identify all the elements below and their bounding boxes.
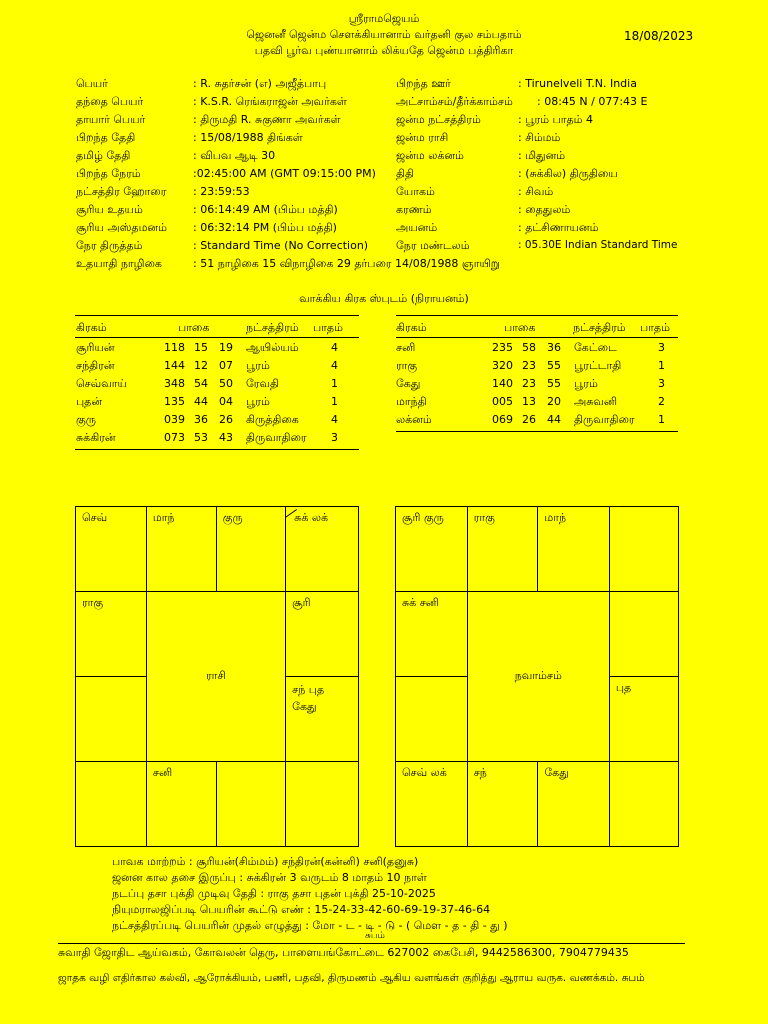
- planet-degree: 235: [492, 341, 513, 354]
- detail-value: : 05.30E Indian Standard Time: [518, 239, 678, 251]
- planet-degree: 140: [492, 377, 513, 390]
- planet-pada: 3: [658, 341, 665, 354]
- planet-name: கேது: [396, 377, 421, 390]
- footer-divider: [58, 943, 685, 944]
- planet-minute: 36: [194, 413, 208, 426]
- planet-name: சுக்கிரன்: [76, 431, 116, 444]
- navamsa-house: ராகு: [467, 507, 538, 592]
- detail-label: பிறந்த நேரம்: [76, 167, 141, 180]
- navamsa-house: [609, 592, 678, 677]
- planet-minute: 12: [194, 359, 208, 372]
- note-line: பாவக மாற்றம் : சூரியன்(சிம்மம்) சந்திரன்(கன்னி) சனி(தனுசு): [112, 855, 419, 868]
- detail-label: ஜன்ம நட்சத்திரம்: [396, 113, 481, 126]
- planet-second: 07: [219, 359, 233, 372]
- rasi-house: [76, 762, 147, 847]
- planet-star: பூரம்: [574, 377, 598, 390]
- planet-star: திருவாதிரை: [246, 431, 307, 444]
- navamsa-house: புத: [609, 677, 678, 762]
- navamsa-house: [609, 762, 678, 847]
- detail-value: : விபவ ஆடி 30: [193, 149, 276, 162]
- planet-degree: 135: [164, 395, 185, 408]
- planet-second: 26: [219, 413, 233, 426]
- navamsa-house: சந்: [467, 762, 538, 847]
- planet-name: மாந்தி: [396, 395, 427, 408]
- col-patham: பாதம்: [640, 321, 670, 334]
- planet-second: 36: [547, 341, 561, 354]
- planet-name: லக்னம்: [396, 413, 432, 426]
- header-title: ஸ்ரீராமஜெயம்: [348, 12, 420, 25]
- planet-pada: 4: [331, 413, 338, 426]
- note-line: நடப்பு தசா புக்தி முடிவு தேதி : ராகு தசா புதன் புக்தி 25-10-2025: [112, 887, 436, 900]
- rasi-chart: [75, 506, 359, 847]
- rasi-house-text: சுக் லக்: [294, 511, 329, 524]
- detail-label: நேர திருத்தம்: [76, 239, 143, 252]
- col-nakshatra: நட்சத்திரம்: [573, 321, 626, 334]
- planet-name: புதன்: [76, 395, 103, 408]
- navamsa-center-label: நவாம்சம்: [467, 592, 609, 762]
- detail-value: : 23:59:53: [193, 185, 250, 198]
- planet-pada: 3: [331, 431, 338, 444]
- detail-label: சூரிய உதயம்: [76, 203, 143, 216]
- detail-label: தமிழ் தேதி: [76, 149, 131, 162]
- detail-label: திதி: [396, 167, 415, 180]
- detail-value: : பூரம் பாதம் 4: [518, 113, 593, 126]
- planet-second: 50: [219, 377, 233, 390]
- planet-minute: 54: [194, 377, 208, 390]
- navamsa-house: கேது: [538, 762, 610, 847]
- detail-value: : திருமதி R. சுகுணா அவர்கள்: [193, 113, 341, 126]
- planet-minute: 13: [522, 395, 536, 408]
- planet-pada: 3: [658, 377, 665, 390]
- planet-name: சனி: [396, 341, 416, 354]
- planet-pada: 1: [331, 395, 338, 408]
- planet-star: கிருத்திகை: [246, 413, 299, 426]
- navamsa-house: சுக் சனி: [396, 592, 468, 677]
- col-patham: பாதம்: [313, 321, 343, 334]
- planet-minute: 53: [194, 431, 208, 444]
- detail-label: பிறந்த தேதி: [76, 131, 136, 144]
- rasi-center-label: ராசி: [146, 592, 285, 762]
- detail-value: : 06:14:49 AM (பிம்ப மத்தி): [193, 203, 338, 216]
- planet-second: 04: [219, 395, 233, 408]
- detail-value: : K.S.R. ரெங்கராஜன் அவர்கள்: [193, 95, 347, 108]
- planet-degree: 039: [164, 413, 185, 426]
- planet-minute: 15: [194, 341, 208, 354]
- rasi-house: [286, 507, 359, 592]
- planet-minute: 23: [522, 359, 536, 372]
- udayadi-label: உதயாதி நாழிகை: [76, 257, 162, 270]
- closing-line: ஜாதக வழி எதிர்கால கல்வி, ஆரோக்கியம், பணி, பதவி, திருமணம் ஆகிய வளங்கள் குறித்து ஆராய வருக. வணக்கம். சுபம்: [58, 972, 645, 984]
- planet-star: கேட்டை: [574, 341, 617, 354]
- col-graham: கிரகம்: [76, 321, 107, 334]
- planet-pada: 4: [331, 359, 338, 372]
- planet-degree: 144: [164, 359, 185, 372]
- header-shloka-2: பதவி பூர்வ புண்யானாம் லிக்யதே ஜென்ம பத்திரிகா: [254, 44, 514, 57]
- planet-minute: 26: [522, 413, 536, 426]
- detail-label: அட்சாம்சம்/தீர்க்காம்சம்: [396, 95, 513, 108]
- rasi-house: சனி: [146, 762, 216, 847]
- rasi-house: செவ்: [76, 507, 147, 592]
- udayadi-value: : 51 நாழிகை 15 விநாழிகை 29 தர்பரை 14/08/1988 ஞாயிறு: [193, 257, 500, 270]
- planet-pada: 2: [658, 395, 665, 408]
- planet-pada: 1: [658, 359, 665, 372]
- planets-title: வாக்கிய கிரக ஸ்புடம் (நிராயனம்): [299, 292, 469, 305]
- navamsa-house: மாந்: [538, 507, 610, 592]
- planet-degree: 320: [492, 359, 513, 372]
- detail-value: : Tirunelveli T.N. India: [518, 77, 637, 90]
- planet-star: ஆயில்யம்: [246, 341, 299, 354]
- planet-degree: 073: [164, 431, 185, 444]
- planet-name: செவ்வாய்: [76, 377, 127, 390]
- navamsa-house: [609, 507, 678, 592]
- detail-label: தாயார் பெயர்: [76, 113, 146, 126]
- detail-value: :02:45:00 AM (GMT 09:15:00 PM): [193, 167, 376, 180]
- planet-star: திருவாதிரை: [574, 413, 635, 426]
- navamsa-chart: [395, 506, 679, 847]
- detail-value: : மிதுனம்: [518, 149, 566, 162]
- detail-label: ஜன்ம லக்னம்: [396, 149, 464, 162]
- rasi-house: குரு: [216, 507, 285, 592]
- rasi-house: சூரி: [286, 592, 359, 677]
- planet-minute: 44: [194, 395, 208, 408]
- planet-second: 43: [219, 431, 233, 444]
- detail-value: : சிம்மம்: [518, 131, 561, 144]
- detail-label: பெயர்: [76, 77, 108, 90]
- planet-name: ராகு: [396, 359, 418, 372]
- col-graham: கிரகம்: [396, 321, 427, 334]
- rasi-house: [216, 762, 285, 847]
- rasi-house: ராகு: [76, 592, 147, 677]
- detail-value: : 15/08/1988 திங்கள்: [193, 131, 303, 144]
- col-bhagai: பாகை: [178, 321, 210, 334]
- note-line: ஜனன கால தசை இருப்பு : சுக்கிரன் 3 வருடம் 8 மாதம் 10 நாள்: [112, 871, 427, 884]
- detail-value: : Standard Time (No Correction): [193, 239, 369, 252]
- detail-value: : (சுக்கில) திருதியை: [518, 167, 618, 180]
- planet-name: சந்திரன்: [76, 359, 115, 372]
- note-line: நியுமராலஜிப்படி பெயரின் கூட்டு எண் : 15-24-33-42-60-69-19-37-46-64: [112, 903, 491, 916]
- detail-value: : சிவம்: [518, 185, 554, 198]
- planet-degree: 118: [164, 341, 185, 354]
- planet-name: குரு: [76, 413, 96, 426]
- col-bhagai: பாகை: [504, 321, 536, 334]
- detail-label: நட்சத்திர ஹோரை: [76, 185, 167, 198]
- detail-label: நேர மண்டலம்: [396, 239, 470, 252]
- col-nakshatra: நட்சத்திரம்: [246, 321, 299, 334]
- detail-value: : தைதுலம்: [518, 203, 571, 216]
- navamsa-house: செவ் லக்: [396, 762, 468, 847]
- planet-second: 44: [547, 413, 561, 426]
- detail-value: : தட்சிணாயனம்: [518, 221, 599, 234]
- planet-second: 20: [547, 395, 561, 408]
- planet-second: 19: [219, 341, 233, 354]
- header-shloka-1: ஜெனனீ ஜென்ம சௌக்கியானாம் வர்தனி குல சம்பதாம்: [246, 28, 522, 41]
- planet-second: 55: [547, 377, 561, 390]
- navamsa-house: [396, 677, 468, 762]
- note-line: நட்சத்திரப்படி பெயரின் முதல் எழுத்து : மோ - ட - டி - டு - ( மௌ - த - தி - து ): [112, 919, 508, 932]
- rasi-house: [76, 677, 147, 762]
- detail-label: பிறந்த ஊர்: [396, 77, 451, 90]
- planet-star: அசுவனி: [574, 395, 618, 408]
- detail-value: : 08:45 N / 077:43 E: [537, 95, 648, 108]
- planet-star: ரேவதி: [246, 377, 280, 390]
- planet-degree: 005: [492, 395, 513, 408]
- planet-degree: 069: [492, 413, 513, 426]
- planet-pada: 1: [331, 377, 338, 390]
- print-date: 18/08/2023: [624, 29, 694, 43]
- planet-star: பூரம்: [246, 395, 270, 408]
- planet-minute: 23: [522, 377, 536, 390]
- detail-label: கரணம்: [396, 203, 432, 216]
- detail-value: : R. சுதர்சன் (எ) அஜீத்பாபு: [193, 77, 327, 90]
- planet-minute: 58: [522, 341, 536, 354]
- detail-value: : 06:32:14 PM (பிம்ப மத்தி): [193, 221, 337, 234]
- detail-label: யோகம்: [396, 185, 435, 198]
- subham: சுபம்: [365, 931, 385, 941]
- detail-label: ஜன்ம ராசி: [396, 131, 449, 144]
- planet-star: பூரட்டாதி: [574, 359, 622, 372]
- planet-star: பூரம்: [246, 359, 270, 372]
- rasi-house: மாந்: [146, 507, 216, 592]
- rasi-house: [286, 762, 359, 847]
- rasi-house: சந் புத கேது: [286, 677, 359, 762]
- planet-degree: 348: [164, 377, 185, 390]
- planet-second: 55: [547, 359, 561, 372]
- planet-pada: 4: [331, 341, 338, 354]
- detail-label: தந்தை பெயர்: [76, 95, 144, 108]
- navamsa-house: சூரி குரு: [396, 507, 468, 592]
- planet-name: சூரியன்: [76, 341, 115, 354]
- planet-pada: 1: [658, 413, 665, 426]
- address-line: சுவாதி ஜோதிட ஆய்வகம், கோவலன் தெரு, பாளையங்கோட்டை 627002 கைபேசி, 9442586300, 7904779435: [58, 946, 629, 959]
- detail-label: அயனம்: [396, 221, 438, 234]
- detail-label: சூரிய அஸ்தமனம்: [76, 221, 167, 234]
